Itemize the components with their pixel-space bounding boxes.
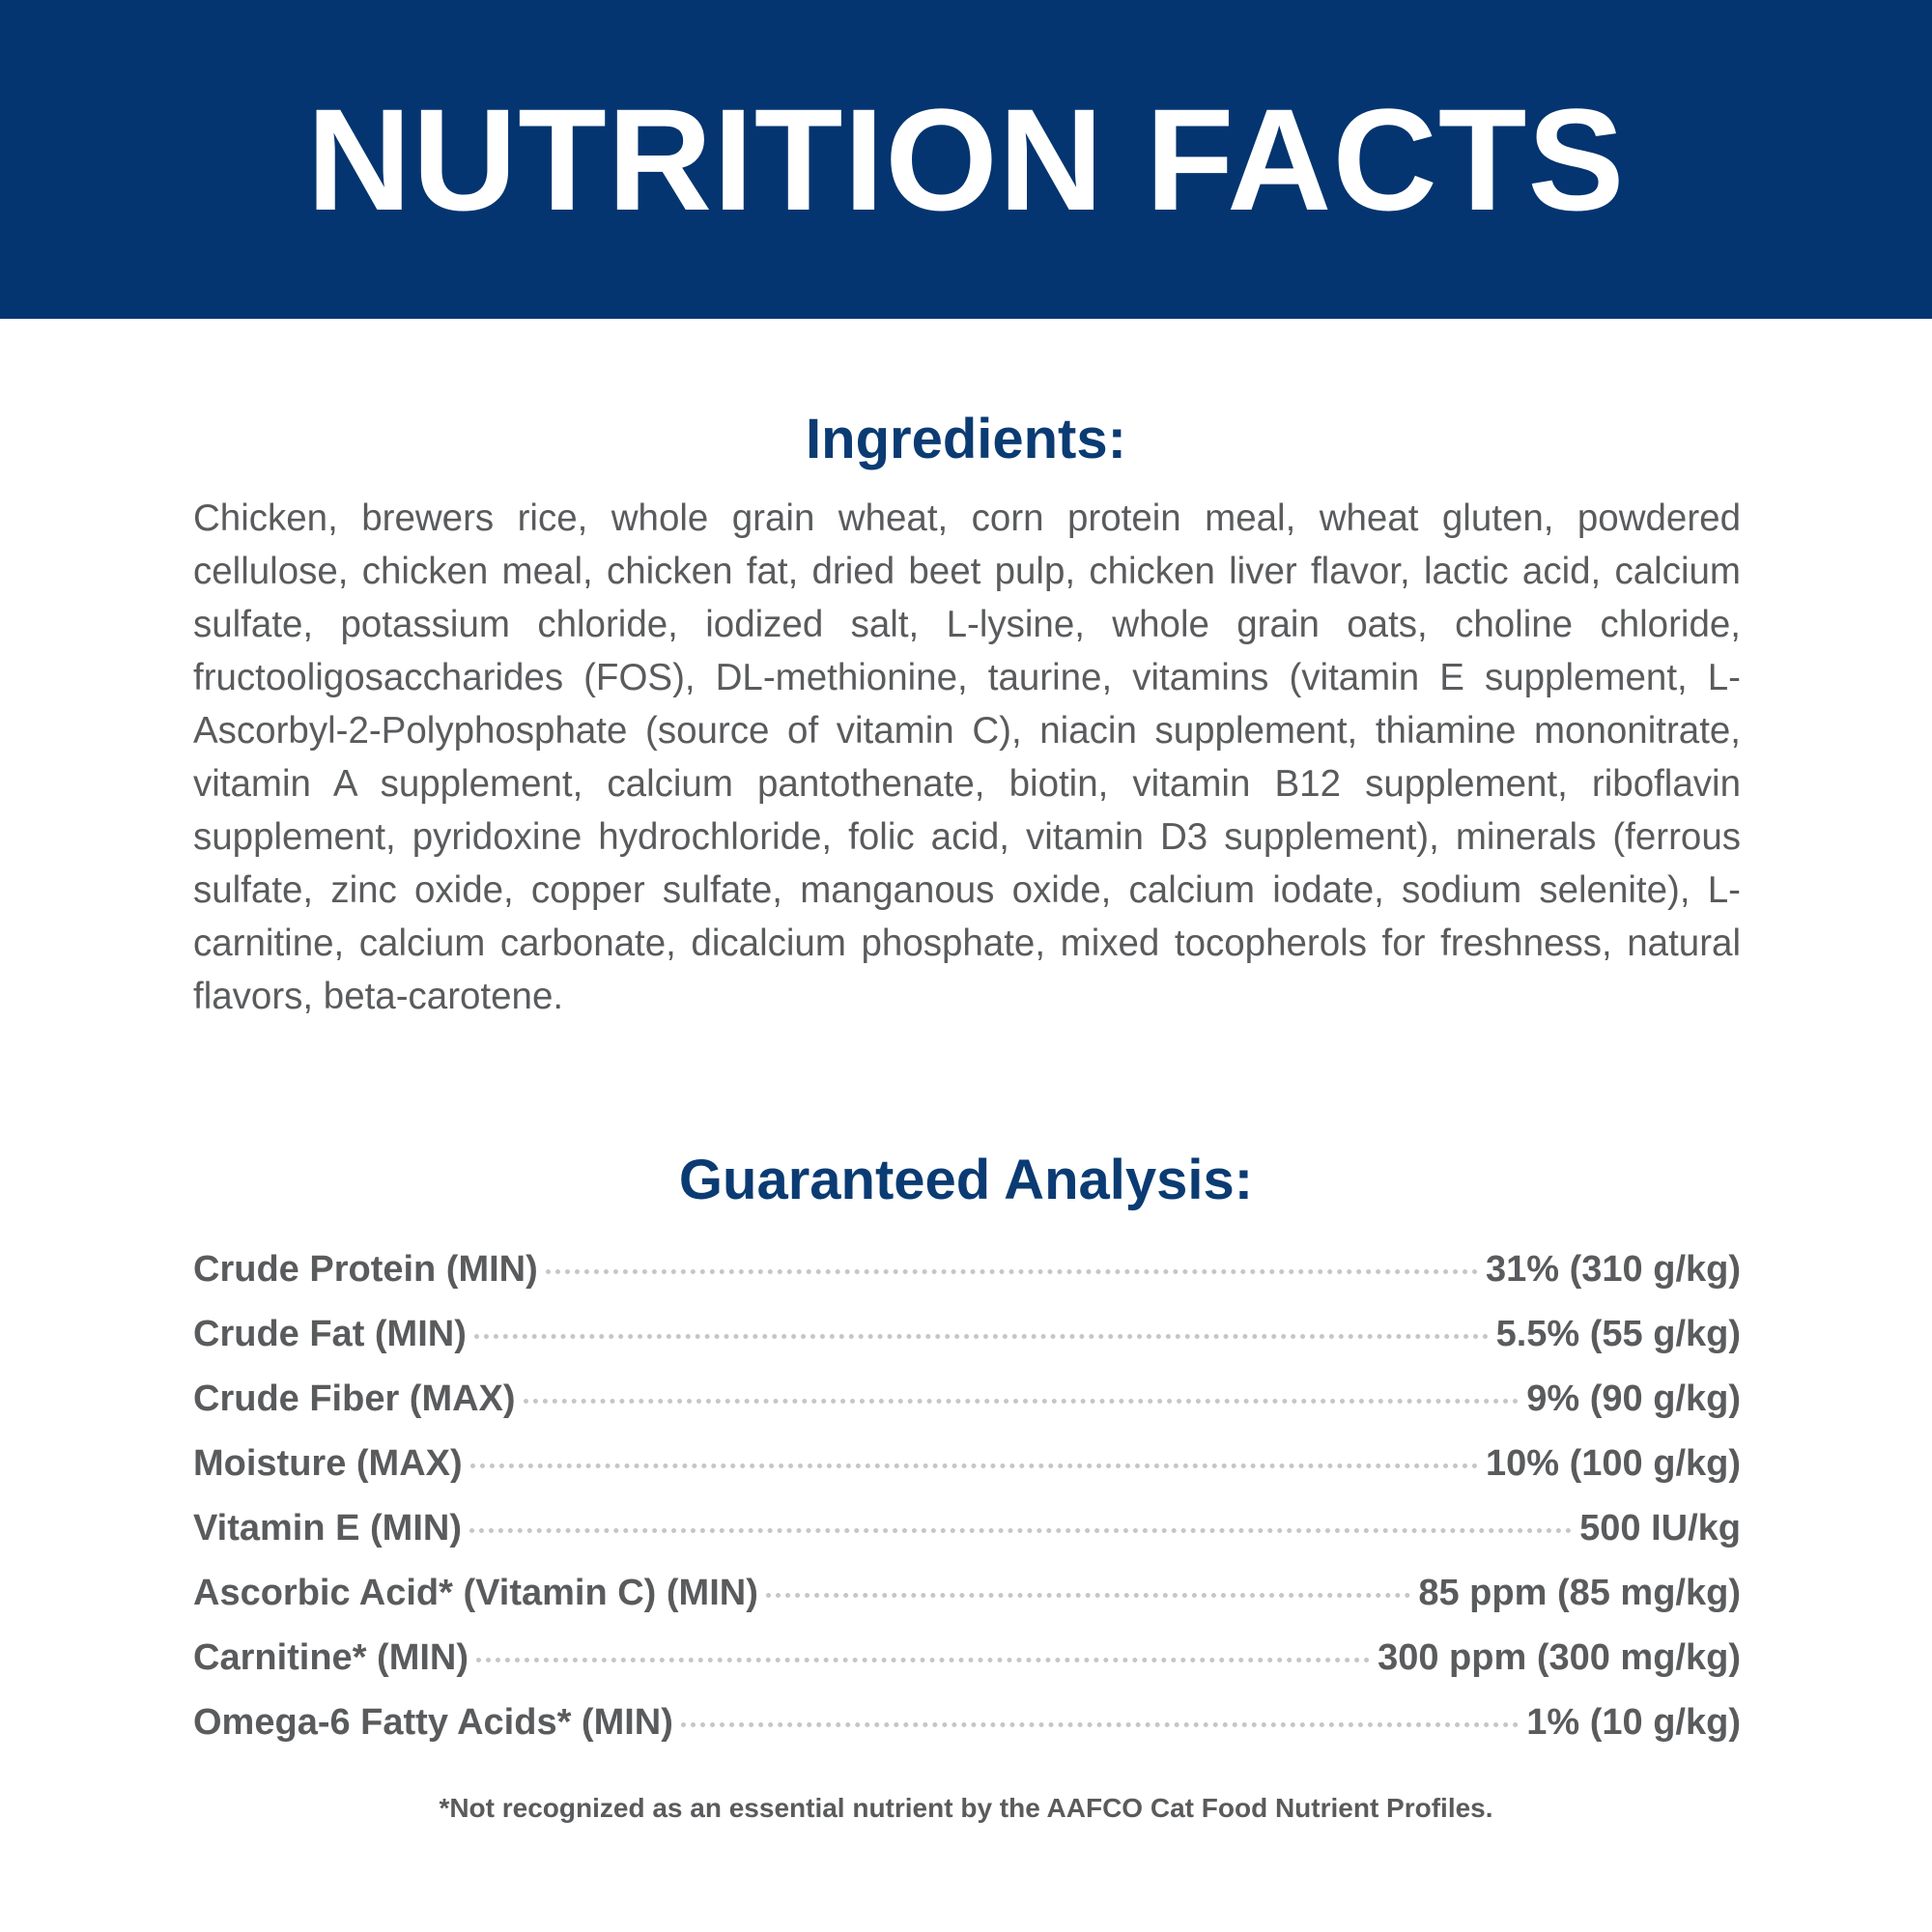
analysis-value: 10% (100 g/kg) [1486, 1443, 1741, 1484]
header-banner [0, 0, 1932, 319]
dot-leader [524, 1399, 1520, 1404]
guaranteed-analysis-heading: Guaranteed Analysis: [678, 1149, 1254, 1211]
analysis-label: Carnitine* (MIN) [193, 1637, 469, 1678]
page-title: NUTRITION FACTS [306, 78, 1626, 241]
analysis-label: Moisture (MAX) [193, 1443, 463, 1484]
analysis-value: 31% (310 g/kg) [1486, 1249, 1741, 1290]
dot-leader [474, 1334, 1489, 1339]
analysis-row-moisture [193, 1432, 1741, 1496]
analysis-label: Crude Fiber (MAX) [193, 1378, 516, 1419]
analysis-label: Crude Fat (MIN) [193, 1314, 467, 1354]
dot-leader [766, 1593, 1411, 1598]
analysis-row-omega-6 [193, 1690, 1741, 1755]
analysis-row-crude-fat [193, 1302, 1741, 1367]
analysis-value: 300 ppm (300 mg/kg) [1378, 1637, 1741, 1678]
analysis-label: Ascorbic Acid* (Vitamin C) (MIN) [193, 1573, 758, 1613]
analysis-row-carnitine [193, 1626, 1741, 1690]
footnote: *Not recognized as an essential nutrient by the AAFCO Cat Food Nutrient Profiles. [439, 1793, 1493, 1823]
analysis-value: 500 IU/kg [1579, 1508, 1741, 1548]
analysis-row-ascorbic-acid [193, 1561, 1741, 1626]
guaranteed-analysis-list [193, 1237, 1741, 1755]
analysis-value: 9% (90 g/kg) [1526, 1378, 1741, 1419]
analysis-row-vitamin-e [193, 1496, 1741, 1561]
analysis-label: Crude Protein (MIN) [193, 1249, 538, 1290]
dot-leader [681, 1722, 1519, 1727]
analysis-value: 5.5% (55 g/kg) [1495, 1314, 1741, 1354]
analysis-label: Omega-6 Fatty Acids* (MIN) [193, 1702, 673, 1743]
analysis-value: 85 ppm (85 mg/kg) [1418, 1573, 1741, 1613]
analysis-row-crude-fiber [193, 1367, 1741, 1432]
ingredients-heading: Ingredients: [806, 408, 1126, 470]
analysis-label: Vitamin E (MIN) [193, 1508, 462, 1548]
analysis-row-crude-protein [193, 1237, 1741, 1302]
dot-leader [470, 1463, 1478, 1468]
analysis-value: 1% (10 g/kg) [1526, 1702, 1741, 1743]
ingredients-text: Chicken, brewers rice, whole grain wheat, corn protein meal, wheat gluten, powdered cellulose, chicken meal, chicken fat, dried beet pulp, chicken liver flavor, lactic acid, calcium sulfate, potassium chloride, iodized salt, L-lysine, whole grain oats, choline chloride, fructooligosaccharides (FOS), DL-methionine, taurine, vitamins (vitamin E supplement, L-Ascorbyl-2-Polyphosphate (source of vitamin C), niacin supplement, thiamine mononitrate, vitamin A supplement, calcium pantothenate, biotin, vitamin B12 supplement, riboflavin supplement, pyridoxine hydrochloride, folic acid, vitamin D3 supplement), minerals (ferrous sulfate, zinc oxide, copper sulfate, manganous oxide, calcium iodate, sodium selenite), L-carnitine, calcium carbonate, dicalcium phosphate, mixed tocopherols for freshness, natural flavors, beta-carotene. [193, 497, 1741, 1017]
dot-leader [476, 1658, 1370, 1662]
dot-leader [469, 1528, 1572, 1533]
dot-leader [546, 1269, 1478, 1274]
